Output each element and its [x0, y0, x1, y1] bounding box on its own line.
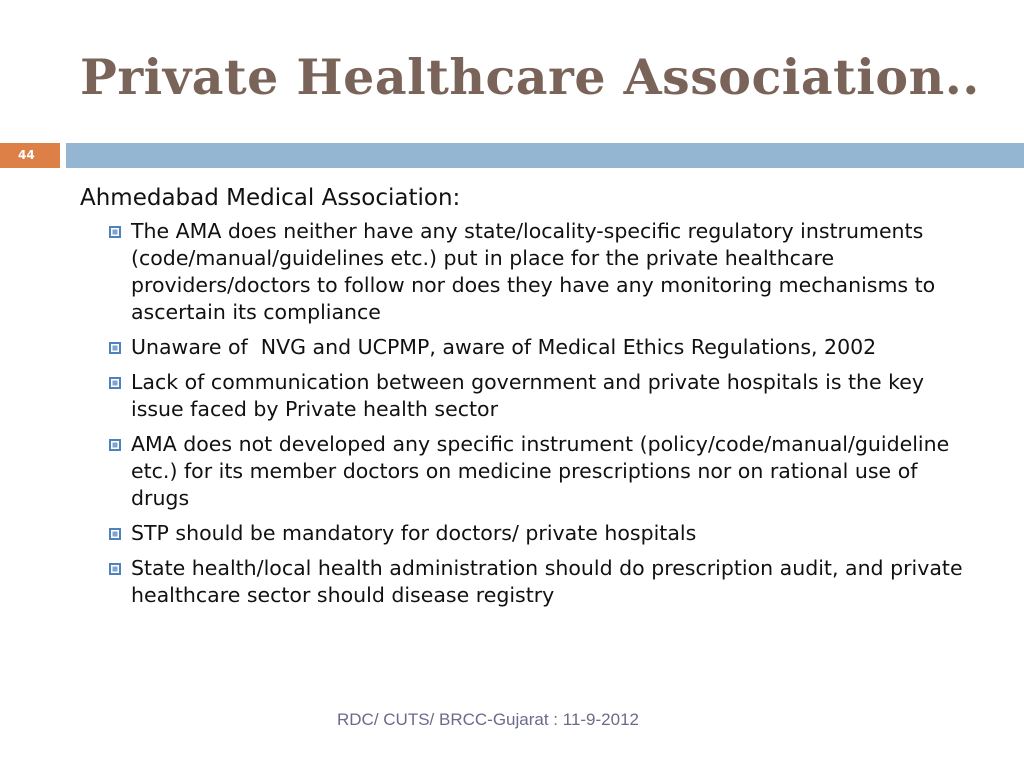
section-heading: Ahmedabad Medical Association: — [80, 185, 461, 211]
slide-body — [80, 180, 980, 617]
square-bullet-icon — [109, 226, 121, 238]
bullet-list — [80, 218, 980, 609]
bullet-item — [80, 555, 980, 609]
bullet-text: The AMA does neither have any state/locality-specific regulatory instruments (code/manual/guidelines etc.) put in place for the private healthcare providers/doctors to follow nor does they have any monitoring mechanisms to ascertain its compliance — [131, 219, 936, 324]
bullet-text: Unaware of NVG and UCPMP, aware of Medical Ethics Regulations, 2002 — [131, 335, 877, 359]
bullet-item — [80, 334, 980, 361]
square-bullet-icon — [109, 377, 121, 389]
bullet-item — [80, 520, 980, 547]
bullet-text: STP should be mandatory for doctors/ private hospitals — [131, 521, 697, 545]
bullet-text: AMA does not developed any specific instrument (policy/code/manual/guideline etc.) for its member doctors on medicine prescriptions nor on rational use of drugs — [131, 432, 950, 510]
bullet-text: State health/local health administration should do prescription audit, and private healthcare sector should disease registry — [131, 556, 963, 607]
bullet-item — [80, 431, 980, 512]
square-bullet-icon — [109, 563, 121, 575]
square-bullet-icon — [109, 528, 121, 540]
bullet-text: Lack of communication between government and private hospitals is the key issue faced by Private health sector — [131, 370, 925, 421]
slide-footer: RDC/ CUTS/ BRCC-Gujarat : 11-9-2012 — [337, 710, 639, 729]
slide-title: Private Healthcare Association.. — [80, 48, 980, 106]
slide-number-badge: 44 — [0, 143, 60, 168]
bullet-item — [80, 369, 980, 423]
square-bullet-icon — [109, 439, 121, 451]
title-rule-bar — [66, 143, 1024, 168]
square-bullet-icon — [109, 342, 121, 354]
bullet-item — [80, 218, 980, 326]
